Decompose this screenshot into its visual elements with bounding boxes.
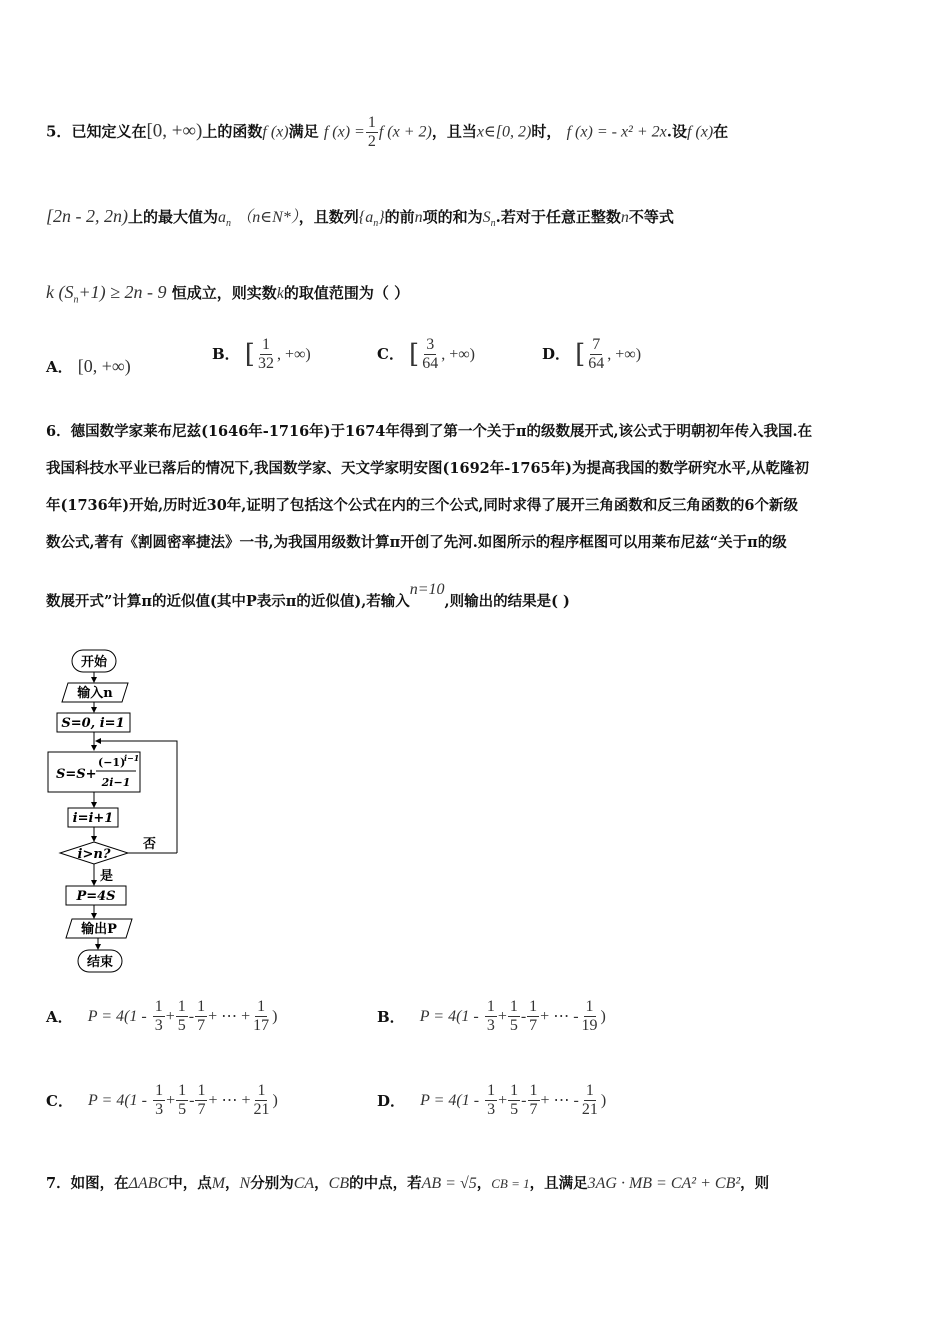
eq-rhs: f (x + 2): [378, 123, 432, 141]
frac-num: 1: [486, 998, 495, 1015]
text: ，: [476, 1175, 492, 1192]
frac-num: 1: [197, 998, 206, 1015]
text: 上的函数: [202, 122, 263, 141]
calc-label: P=4S: [76, 889, 116, 904]
option-label: B．: [212, 345, 240, 363]
point-n: N: [239, 1175, 251, 1192]
start-label: 开始: [80, 655, 108, 670]
frac-den: 5: [178, 1101, 187, 1118]
interval: [2n - 2, 2n): [46, 206, 128, 226]
triangle: ΔABC: [128, 1175, 169, 1192]
option-prefix: P = 4(1 -: [88, 1091, 147, 1109]
q5-option-b[interactable]: [212, 336, 311, 373]
frac-den: 21: [581, 1101, 598, 1118]
yes-label: 是: [100, 869, 114, 884]
domain-interval: [0, +∞): [146, 120, 203, 142]
option-mid: + ⋯ -: [540, 1008, 579, 1025]
input-label: 输入n: [77, 686, 113, 701]
frac-num: 3: [426, 336, 435, 353]
text: 满足: [288, 122, 319, 141]
fraction: [256, 336, 276, 373]
frac-num: 1: [197, 1082, 206, 1099]
flowchart: [40, 645, 200, 980]
option-label: A．: [46, 358, 73, 376]
option-mid: + ⋯ +: [208, 1008, 251, 1025]
frac-den: 7: [529, 1017, 538, 1034]
inequality: [46, 282, 167, 306]
text: 时，: [531, 122, 562, 141]
increment-label: i=i+1: [72, 811, 114, 826]
text: ，: [314, 1175, 329, 1192]
text: 上的最大值为: [128, 208, 219, 226]
text: 不等式: [628, 208, 674, 226]
frac-num: 1: [367, 114, 376, 131]
frac-num: 7: [592, 336, 601, 353]
frac-num: 1: [529, 998, 538, 1015]
q5-option-c[interactable]: [377, 336, 475, 373]
frac-den: 21: [253, 1101, 270, 1118]
var-k: k: [276, 285, 284, 302]
n-condition: （n∈N*）: [236, 209, 299, 226]
q7-line-1: [46, 1172, 769, 1193]
text: 恒成立，则实数: [171, 284, 277, 302]
update-den: 2i−1: [101, 776, 131, 789]
frac-num: 1: [154, 998, 163, 1015]
a: a: [218, 209, 227, 226]
frac-num: 1: [257, 998, 266, 1015]
frac-num: 1: [177, 998, 186, 1015]
bracket-open: [: [575, 339, 586, 370]
frac-num: 1: [261, 336, 270, 353]
frac-num: 1: [585, 998, 594, 1015]
frac-num: 1: [155, 1082, 164, 1099]
text: 已知定义在: [71, 122, 147, 141]
update-prefix: S=S+: [56, 767, 97, 782]
q6-option-b[interactable]: B． P = 4(1 - $\frac{1}{3}$ + $\frac{1}{5}$ - $\frac{1}{7}$ + ⋯ - $\frac{1}{19}$ ): [377, 998, 606, 1034]
ineq-right: +1) ≥ 2n - 9: [78, 282, 167, 302]
option-label: C．: [377, 345, 404, 363]
frac-num: 1: [178, 1082, 187, 1099]
q6-option-d[interactable]: D． P = 4(1 - $\frac{1}{3}$ + $\frac{1}{5}$ - $\frac{1}{7}$ + ⋯ - $\frac{1}{21}$ ): [377, 1082, 607, 1118]
q7-number: 7．: [46, 1175, 71, 1192]
frac-num: 1: [510, 1082, 519, 1099]
condition-x: x∈[0, 2): [476, 123, 532, 141]
q6-option-c[interactable]: C． P = 4(1 - $\frac{1}{3}$ + $\frac{1}{5}$ - $\frac{1}{7}$ + ⋯ + $\frac{1}{21}$ ): [46, 1082, 278, 1118]
input-value: n=10: [409, 581, 445, 598]
text: 中，点: [168, 1175, 212, 1192]
frac-den: 5: [510, 1101, 519, 1118]
frac-den: 64: [422, 355, 439, 372]
output-label: 输出P: [81, 922, 117, 937]
frac-den: 32: [257, 355, 274, 372]
s: S: [482, 209, 491, 226]
text: 的取值范围为（ ）: [283, 284, 410, 302]
function-fx: f (x): [686, 123, 714, 141]
function-definition: f (x) = - x² + 2x: [566, 123, 667, 141]
segment-ca: CA: [293, 1175, 315, 1192]
seq-open: {a: [358, 209, 374, 226]
a-n: [218, 209, 232, 230]
frac-den: 5: [177, 1017, 186, 1034]
var-n: n: [414, 209, 423, 226]
sub-n: n: [226, 218, 232, 230]
frac-den: 3: [155, 1101, 164, 1118]
q6-line-4: 数公式,著有《割圆密率捷法》一书,为我国用级数计算π开创了先河.如图所示的程序框图可以用莱布尼兹“关于π的级: [46, 534, 787, 551]
var-n: n: [620, 209, 629, 226]
q6-line-5: [46, 581, 570, 611]
q6-option-a[interactable]: A． P = 4(1 - $\frac{1}{3}$ + $\frac{1}{5}$ - $\frac{1}{7}$ + ⋯ + $\frac{1}{17}$ ): [46, 998, 278, 1034]
frac-den: 3: [487, 1101, 496, 1118]
text: 如图，在: [70, 1175, 129, 1192]
text: .若对于任意正整数: [495, 208, 621, 226]
sub-n: n: [490, 218, 496, 230]
q5-number: 5．: [46, 122, 72, 141]
text: .设: [666, 122, 687, 141]
frac-num: 1: [509, 998, 518, 1015]
eq-lhs: f (x) =: [323, 123, 365, 141]
update-num-exp: i−1: [124, 753, 140, 763]
text: 在: [713, 122, 729, 141]
frac-den: 5: [509, 1017, 518, 1034]
option-tail: , +∞): [607, 346, 642, 363]
sub-n: n: [73, 294, 79, 306]
option-label: D．: [377, 1092, 406, 1110]
option-label: D．: [542, 345, 571, 363]
sequence: [358, 209, 385, 230]
frac-den: 7: [197, 1101, 206, 1118]
text: ,则输出的结果是( ): [444, 593, 570, 610]
option-tail: , +∞): [276, 346, 311, 363]
text: 分别为: [250, 1175, 294, 1192]
seq-close: }: [378, 209, 385, 226]
frac-den: 3: [486, 1017, 495, 1034]
frac-den: 3: [154, 1017, 163, 1034]
frac-den: 7: [197, 1017, 206, 1034]
update-num: (−1): [98, 756, 126, 769]
bracket-open: [: [409, 339, 420, 370]
text: 的中点，若: [349, 1175, 422, 1192]
text: ，: [225, 1175, 240, 1192]
option-text: [0, +∞): [77, 356, 131, 376]
option-mid: + ⋯ -: [540, 1092, 579, 1109]
q5-line-3: [46, 282, 409, 306]
frac-den: 2: [367, 133, 376, 150]
option-label: C．: [46, 1092, 73, 1110]
bracket-open: [: [244, 339, 255, 370]
text: ，则: [740, 1175, 770, 1192]
frac-num: 1: [487, 1082, 496, 1099]
option-tail: , +∞): [441, 346, 475, 363]
text: ，且当: [431, 122, 477, 141]
ab-length: AB = √5: [421, 1175, 477, 1192]
option-label: A．: [46, 1008, 73, 1026]
text: ，且数列: [298, 208, 359, 226]
fraction: [420, 336, 440, 373]
segment-cb: CB: [328, 1175, 350, 1192]
init-label: S=0, i=1: [61, 716, 125, 731]
frac-den: 7: [529, 1101, 538, 1118]
end-label: 结束: [86, 955, 114, 970]
text: 项的和为: [422, 208, 483, 226]
option-prefix: P = 4(1 -: [420, 1091, 480, 1109]
fraction-half: [366, 114, 378, 151]
frac-num: 1: [529, 1082, 538, 1099]
frac-den: 64: [588, 355, 605, 372]
sub-n: n: [373, 218, 379, 230]
cb-length: CB = 1: [491, 1176, 530, 1191]
vector-condition: 3AG · MB = CA² + CB²: [587, 1175, 741, 1192]
q5-option-a[interactable]: [46, 356, 131, 377]
q6-line-2: 我国科技水平业已落后的情况下,我国数学家、天文学家明安图(1692年-1765年)为提高我国的数学研究水平,从乾隆初: [46, 460, 810, 477]
q6-line-1: 6．德国数学家莱布尼兹(1646年-1716年)于1674年得到了第一个关于π的级数展开式,该公式于明朝初年传入我国.在: [46, 423, 813, 440]
text: 数展开式”计算π的近似值(其中P表示π的近似值),若输入: [46, 593, 410, 610]
no-label: 否: [143, 837, 157, 852]
text: ，且满足: [529, 1175, 588, 1192]
option-prefix: P = 4(1 -: [87, 1007, 147, 1025]
q5-line-1: [46, 114, 728, 151]
ineq-left: k (S: [46, 282, 74, 302]
condition-label: i>n?: [77, 847, 111, 862]
s-n: [482, 209, 496, 230]
frac-den: 19: [581, 1017, 598, 1034]
frac-num: 1: [257, 1082, 266, 1099]
q6-line-3: 年(1736年)开始,历时近30年,证明了包括这个公式在内的三个公式,同时求得了展开三角函数和反三角函数的6个新级: [46, 497, 798, 514]
q5-option-d[interactable]: [542, 336, 641, 373]
point-m: M: [211, 1175, 226, 1192]
frac-num: 1: [585, 1082, 594, 1099]
option-label: B．: [377, 1008, 405, 1026]
q5-line-2: [46, 204, 674, 229]
option-prefix: P = 4(1 -: [419, 1007, 479, 1025]
function-fx: f (x): [262, 123, 289, 141]
text: 的前: [384, 208, 415, 226]
frac-den: 17: [253, 1017, 270, 1034]
option-mid: + ⋯ +: [208, 1092, 251, 1109]
fraction: [586, 336, 606, 373]
